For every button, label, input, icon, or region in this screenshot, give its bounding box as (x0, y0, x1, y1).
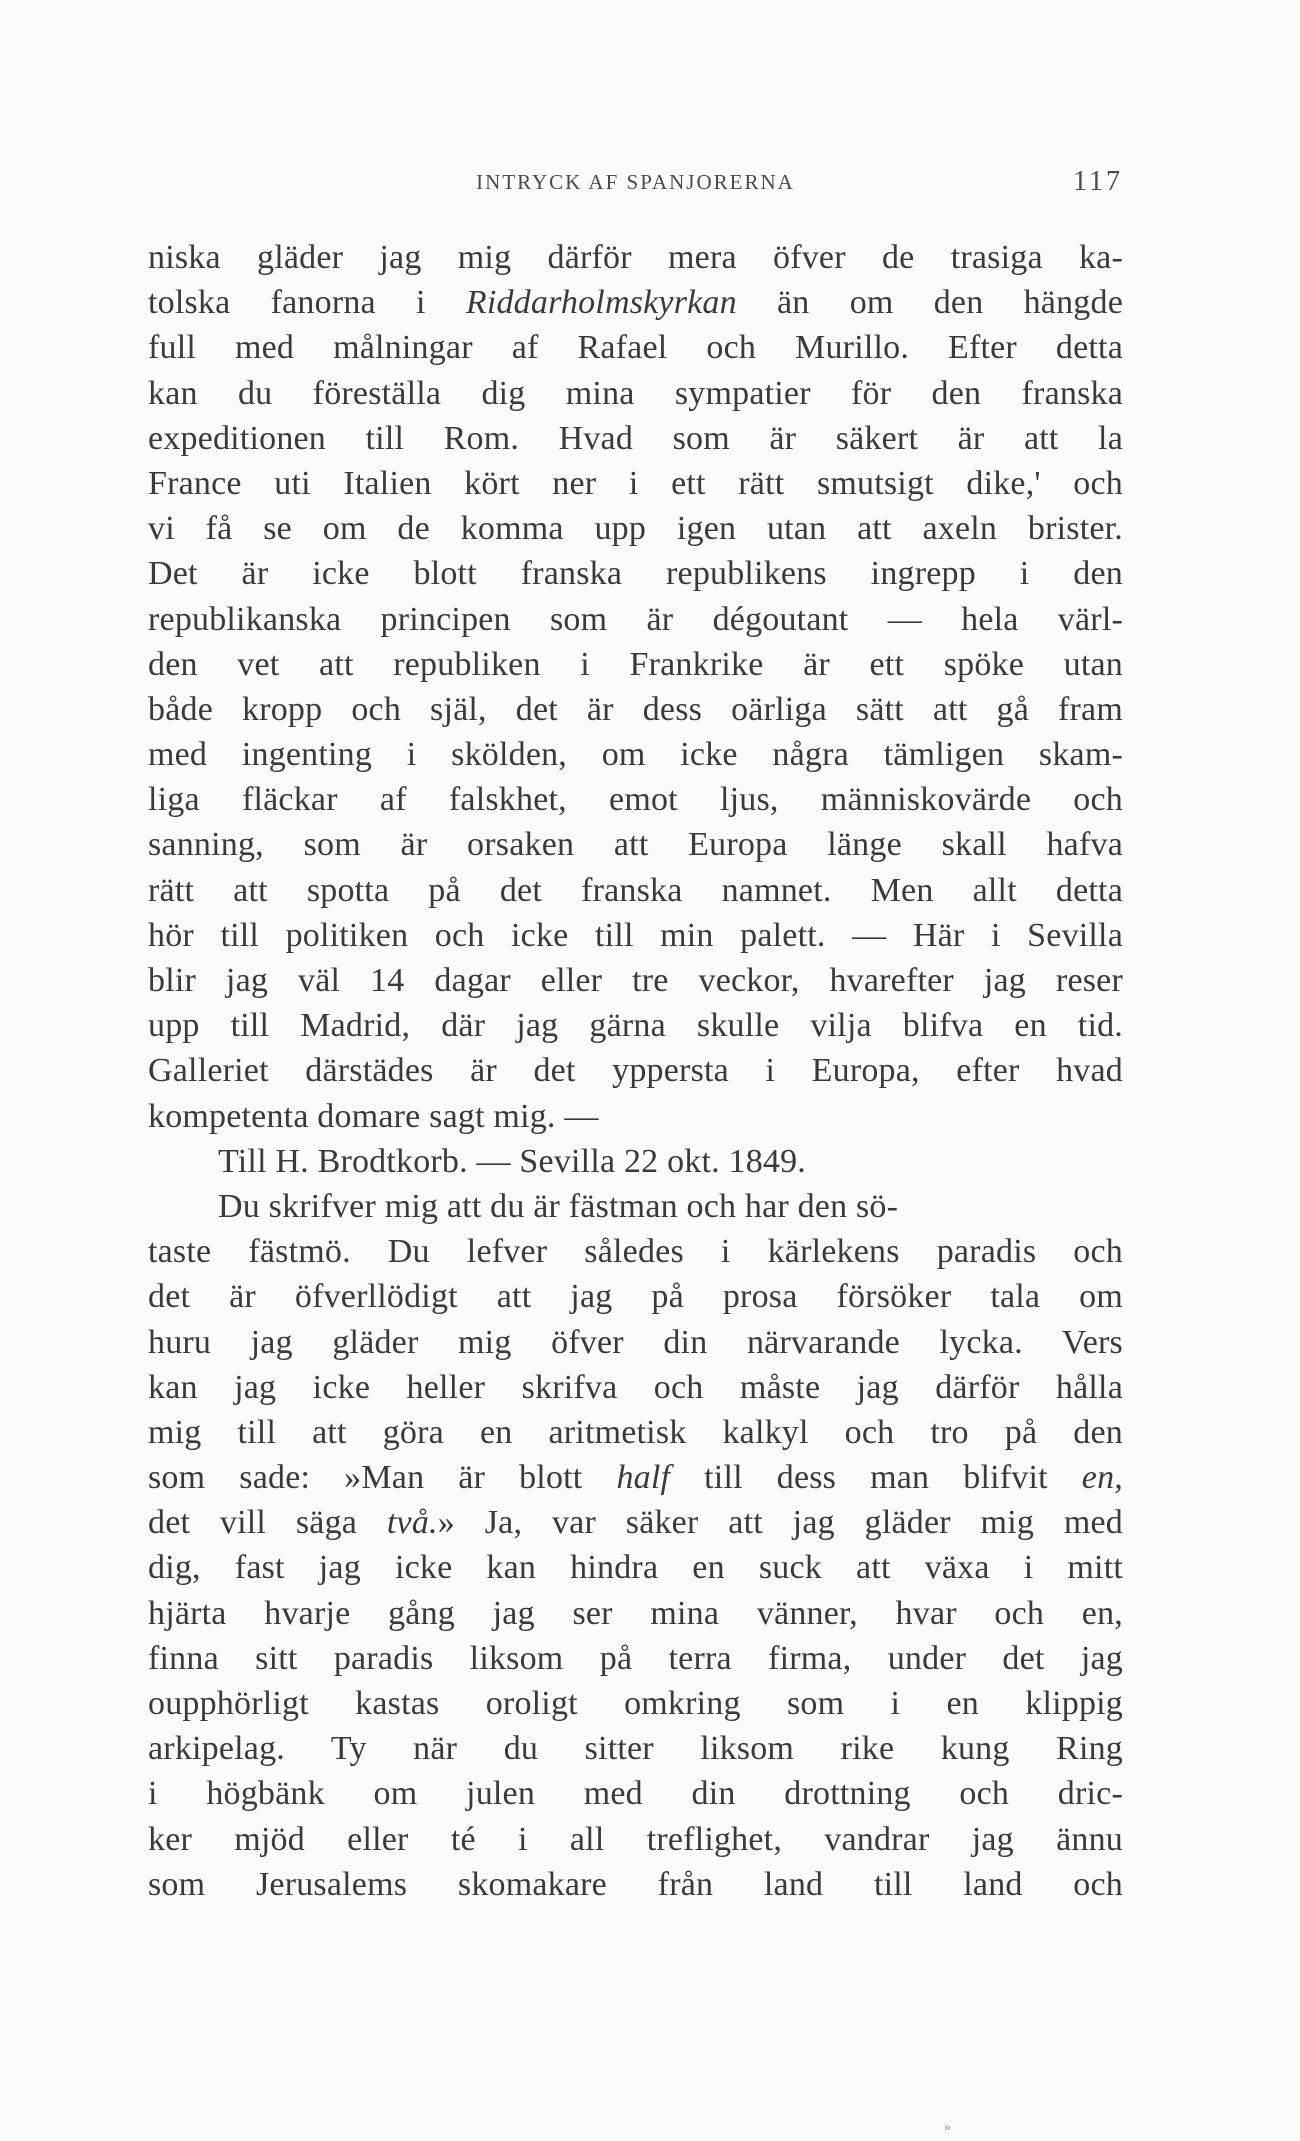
text-segment: i högbänk om julen med din drottning och dric- (148, 1775, 1123, 1813)
text-segment: republikanska principen som är dégoutant — hela värl- (148, 600, 1123, 638)
text-segment: både kropp och själ, det är dess oärliga sätt att gå fram (148, 690, 1123, 728)
text-line (148, 1636, 1123, 1681)
text-line (148, 371, 1123, 416)
text-segment: France uti Italien kört ner i ett rätt smutsigt dike,' och (148, 464, 1123, 502)
text-line (148, 1048, 1123, 1093)
text-line (148, 1771, 1123, 1816)
text-segment: blir jag väl 14 dagar eller tre veckor, hvarefter jag reser (148, 962, 1123, 999)
text-segment: niska gläder jag mig därför mera öfver de trasiga ka- (148, 239, 1123, 276)
text-line (148, 325, 1123, 370)
italic-text: två. (386, 1504, 438, 1542)
text-segment: kan du föreställa dig mina sympatier för den franska (148, 374, 1123, 412)
stray-mark: » (944, 2120, 951, 2135)
text-segment: ker mjöd eller té i all treflighet, vandrar jag ännu (148, 1820, 1123, 1858)
text-line (148, 1500, 1123, 1545)
text-line (148, 1003, 1123, 1048)
text-line (148, 1681, 1123, 1726)
body-text (148, 235, 1123, 1907)
text-line (148, 506, 1123, 551)
text-segment: finna sitt paradis liksom på terra firma, under det jag (148, 1639, 1123, 1677)
text-segment: mig till att göra en aritmetisk kalkyl och tro på den (148, 1413, 1123, 1451)
text-segment: Galleriet därstädes är det yppersta i Europa, efter hvad (148, 1052, 1123, 1090)
text-line (148, 1591, 1123, 1636)
text-segment: liga fläckar af falskhet, emot ljus, människovärde och (148, 781, 1123, 819)
text-line (148, 822, 1123, 867)
text-line (148, 597, 1123, 642)
running-title: INTRYCK AF SPANJORERNA (476, 170, 795, 194)
text-segment: huru jag gläder mig öfver din närvarande lycka. Vers (148, 1323, 1123, 1361)
text-segment: det vill säga (148, 1504, 387, 1542)
text-line (148, 1862, 1123, 1907)
text-segment: till dess man blifvit (670, 1459, 1082, 1497)
page-number: 117 (1073, 166, 1123, 197)
text-segment: Det är icke blott franska republikens ingrepp i den (148, 555, 1123, 593)
text-line (148, 868, 1123, 913)
text-line (148, 1455, 1123, 1500)
text-segment: upp till Madrid, där jag gärna skulle vilja blifva en tid. (148, 1007, 1123, 1045)
text-segment: hör till politiken och icke till min palett. — Här i Sevilla (148, 916, 1123, 954)
text-segment: sanning, som är orsaken att Europa länge skall hafva (148, 826, 1123, 864)
text-segment: Till H. Brodtkorb. — Sevilla 22 okt. 1849. (218, 1142, 807, 1180)
text-segment: Du skrifver mig att du är fästman och har den sö- (218, 1187, 899, 1225)
italic-text: en, (1081, 1459, 1123, 1497)
text-segment: arkipelag. Ty när du sitter liksom rike kung Ring (148, 1730, 1123, 1768)
text-segment: än om den hängde (736, 284, 1123, 322)
text-segment: med ingenting i skölden, om icke några tämligen skam- (148, 736, 1123, 774)
text-line (148, 551, 1123, 596)
text-segment: kan jag icke heller skrifva och måste jag därför hålla (148, 1368, 1123, 1406)
text-line (148, 1410, 1123, 1455)
text-line (148, 1139, 1123, 1184)
text-line (148, 687, 1123, 732)
text-line (148, 1320, 1123, 1365)
running-head (148, 166, 1123, 206)
text-line (148, 1229, 1123, 1274)
text-line (148, 1817, 1123, 1862)
text-segment: full med målningar af Rafael och Murillo. Efter detta (148, 329, 1123, 367)
text-line (148, 913, 1123, 958)
text-line (148, 1184, 1123, 1229)
text-line (148, 958, 1123, 1003)
italic-text: Riddarholmskyrkan (465, 284, 737, 322)
text-line (148, 732, 1123, 777)
text-line (148, 461, 1123, 506)
text-segment: kompetenta domare sagt mig. — (148, 1097, 599, 1135)
text-line (148, 1365, 1123, 1410)
text-line (148, 642, 1123, 687)
text-line (148, 777, 1123, 822)
text-segment: expeditionen till Rom. Hvad som är säkert är att la (148, 419, 1123, 457)
text-segment: som sade: »Man är blott (148, 1459, 617, 1497)
text-line (148, 1094, 1123, 1139)
text-segment: » Ja, var säker att jag gläder mig med (437, 1504, 1123, 1542)
text-line (148, 416, 1123, 461)
text-segment: den vet att republiken i Frankrike är ett spöke utan (148, 645, 1123, 683)
text-segment: oupphörligt kastas oroligt omkring som i en klippig (148, 1685, 1123, 1722)
text-segment: dig, fast jag icke kan hindra en suck att växa i mitt (148, 1549, 1123, 1587)
text-segment: hjärta hvarje gång jag ser mina vänner, hvar och en, (148, 1594, 1123, 1632)
text-line (148, 1726, 1123, 1771)
text-segment: tolska fanorna i (148, 284, 466, 322)
text-line (148, 280, 1123, 325)
text-segment: som Jerusalems skomakare från land till land och (148, 1865, 1123, 1903)
italic-text: half (616, 1459, 671, 1497)
text-line (148, 235, 1123, 280)
text-segment: det är öfverllödigt att jag på prosa försöker tala om (148, 1278, 1123, 1316)
text-segment: vi få se om de komma upp igen utan att axeln brister. (148, 510, 1123, 548)
text-line (148, 1274, 1123, 1319)
text-segment: taste fästmö. Du lefver således i kärlekens paradis och (148, 1233, 1123, 1271)
text-segment: rätt att spotta på det franska namnet. Men allt detta (148, 871, 1123, 909)
text-line (148, 1545, 1123, 1590)
